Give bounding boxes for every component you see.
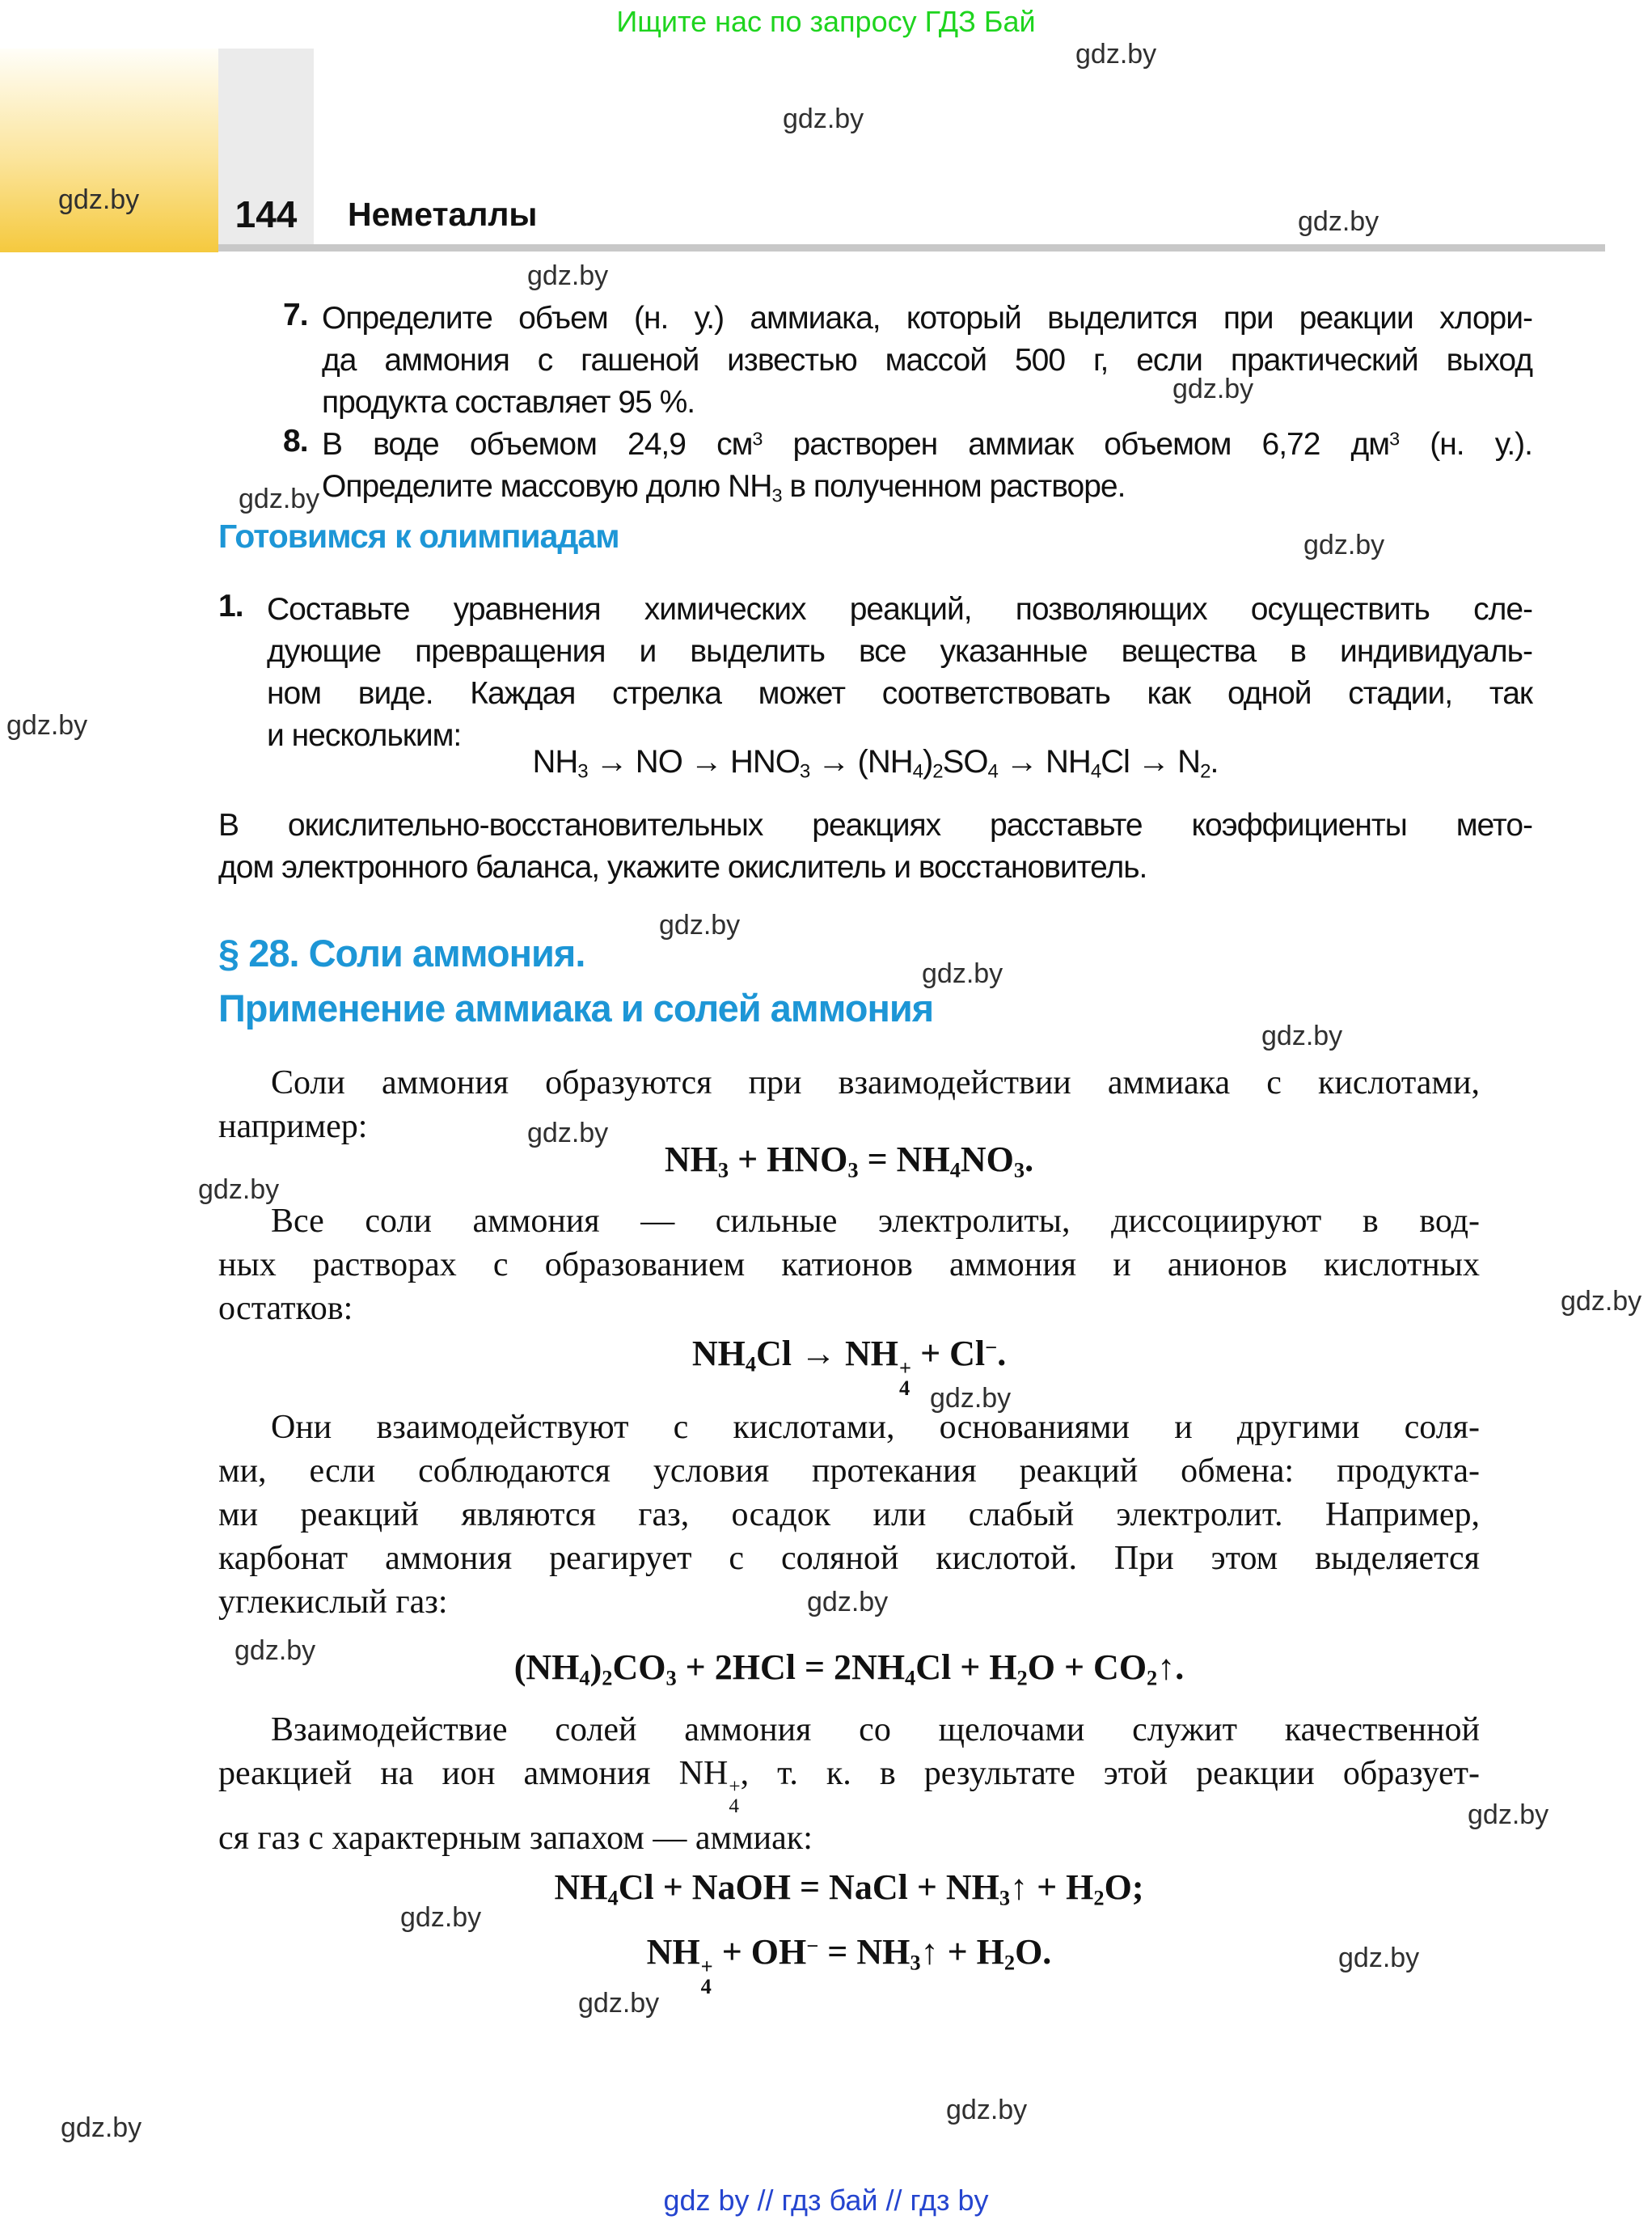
gdz-watermark: gdz.by [1303, 530, 1385, 560]
text-line: да аммония с гашеной известью массой 500 г, если практический выход [322, 343, 1532, 378]
text-line: Все соли аммония — сильные электролиты, диссоциируют в вод- [271, 1203, 1480, 1240]
gdz-watermark: gdz.by [922, 958, 1003, 989]
gdz-watermark: gdz.by [946, 2095, 1028, 2125]
section-28-title-line1: § 28. Соли аммония. [218, 932, 585, 975]
gdz-watermark: gdz.by [239, 484, 320, 514]
ion-charge-stack: + 4 [729, 1776, 741, 1818]
text-line: Взаимодействие солей аммония со щелочами служит качественной [271, 1711, 1480, 1748]
gdz-watermark: gdz.by [807, 1587, 889, 1617]
decorative-corner-block [0, 49, 218, 252]
text-line: Определите объем (н. у.) аммиака, который выделится при реакции хлори- [322, 301, 1532, 336]
text-line: например: [218, 1108, 368, 1145]
chapter-title: Неметаллы [348, 196, 538, 233]
gdz-watermark: gdz.by [1172, 374, 1254, 404]
equation-nh4-oh-ionic: NH + 4 + $OH^- = NH_3↑ + H_2O$. [646, 1932, 1052, 1998]
gdz-watermark: gdz.by [1561, 1286, 1642, 1317]
gdz-watermark: gdz.by [1075, 39, 1157, 70]
text-line: ся газ с характерным запахом — аммиак: [218, 1820, 813, 1858]
ion-charge-stack: + 4 [700, 1953, 713, 1998]
text-line: реакцией на ион аммония NH + 4 , т. к. в результате этой реакции образует- [218, 1755, 1480, 1818]
text-line: углекислый газ: [218, 1583, 448, 1621]
text-line: ном виде. Каждая стрелка может соответствовать как одной стадии, так [267, 676, 1532, 711]
text-line: карбонат аммония реагирует с соляной кислотой. При этом выделяется [218, 1540, 1480, 1577]
gdz-watermark: gdz.by [58, 184, 140, 215]
gdz-watermark: gdz.by [930, 1383, 1012, 1414]
equation-ammonium-carbonate-hcl: $(NH_4)_2CO_3 + 2HCl = 2NH_4Cl + H_2O$ + $CO_2↑$. [513, 1647, 1185, 1690]
text-line: продукта составляет 95 %. [322, 385, 695, 420]
text-line: В окислительно-восстановительных реакциях расставьте коэффициенты мето- [218, 808, 1532, 843]
section28-paragraph-4 [218, 1708, 1480, 1860]
ion-charge-stack: + 4 [899, 1355, 912, 1400]
olympiad-heading: Готовимся к олимпиадам [218, 518, 619, 555]
text-line: Они взаимодействуют с кислотами, основаниями и другими соля- [271, 1409, 1480, 1446]
page-number: 144 [234, 193, 298, 235]
gdz-watermark: gdz.by [659, 910, 741, 941]
transformation-chain-equation: $NH_3$ → NO → $HNO_3 \to (NH_4)_2SO_4 \to NH_4Cl \to N_2$. [532, 744, 1219, 783]
gdz-watermark: gdz.by [6, 710, 88, 741]
text-line: В воде объемом 24,9 $см^3$ растворен аммиак объемом 6,72 $дм^3$ (н. у.). [322, 427, 1533, 462]
olympiad-problem-1-outro [218, 805, 1532, 889]
section28-paragraph-2 [218, 1199, 1480, 1330]
text-line: остатков: [218, 1290, 353, 1327]
promo-banner-text: Ищите нас по запросу ГДЗ Бай [616, 5, 1036, 38]
text-line: ных растворах с образованием катионов аммония и анионов кислотных [218, 1246, 1480, 1283]
gdz-watermark: gdz.by [61, 2112, 142, 2143]
equation-nh4cl-dissociation: $NH_4Cl$ → NH + 4 + Cl−. [691, 1334, 1007, 1400]
gdz-watermark: gdz.by [1261, 1021, 1343, 1051]
text-line: дом электронного баланса, укажите окислитель и восстановитель. [218, 850, 1147, 885]
text-line: и нескольким: [267, 718, 462, 753]
problem-7-text [322, 298, 1532, 424]
equation-nh4cl-naoh: $NH_4Cl$ + NaOH = NaCl + $NH_3↑ + H_2O$; [554, 1867, 1144, 1910]
olympiad-problem-1-text [267, 589, 1532, 757]
problem-7-number: 7. [283, 298, 308, 332]
gdz-watermark: gdz.by [527, 1118, 609, 1148]
gdz-watermark: gdz.by [198, 1174, 280, 1205]
section28-paragraph-1 [218, 1061, 1480, 1148]
problem-8-text [322, 424, 1532, 508]
text-line: Составьте уравнения химических реакций, позволяющих осуществить сле- [267, 592, 1532, 627]
header-divider [218, 244, 1605, 252]
olympiad-problem-1-number: 1. [218, 589, 243, 624]
problem-8-number: 8. [283, 424, 308, 459]
text-line: Соли аммония образуются при взаимодействии аммиака с кислотами, [271, 1064, 1480, 1101]
section-28-title [218, 926, 933, 1036]
gdz-watermark: gdz.by [234, 1635, 316, 1666]
gdz-watermark: gdz.by [1298, 206, 1379, 237]
gdz-watermark: gdz.by [1468, 1799, 1549, 1830]
text-line: ми, если соблюдаются условия протекания реакций обмена: продукта- [218, 1452, 1480, 1490]
equation-nh3-hno3: $NH_3 + HNO_3 = NH_4NO_3$. [664, 1139, 1034, 1182]
text-line: Определите массовую долю $NH_3$ в полученном растворе. [322, 469, 1126, 506]
gdz-watermark: gdz.by [527, 260, 609, 291]
gdz-watermark: gdz.by [1338, 1943, 1420, 1973]
section-28-title-line2: Применение аммиака и солей аммония [218, 987, 934, 1030]
gdz-watermark: gdz.by [783, 104, 864, 134]
footer-watermark-links: gdz by // гдз бай // гдз by [663, 2184, 989, 2217]
gdz-watermark: gdz.by [578, 1988, 660, 2019]
text-line: дующие превращения и выделить все указанные вещества в индивидуаль- [267, 634, 1532, 669]
gdz-watermark: gdz.by [400, 1902, 482, 1933]
text-line: ми реакций являются газ, осадок или слабый электролит. Например, [218, 1496, 1480, 1533]
